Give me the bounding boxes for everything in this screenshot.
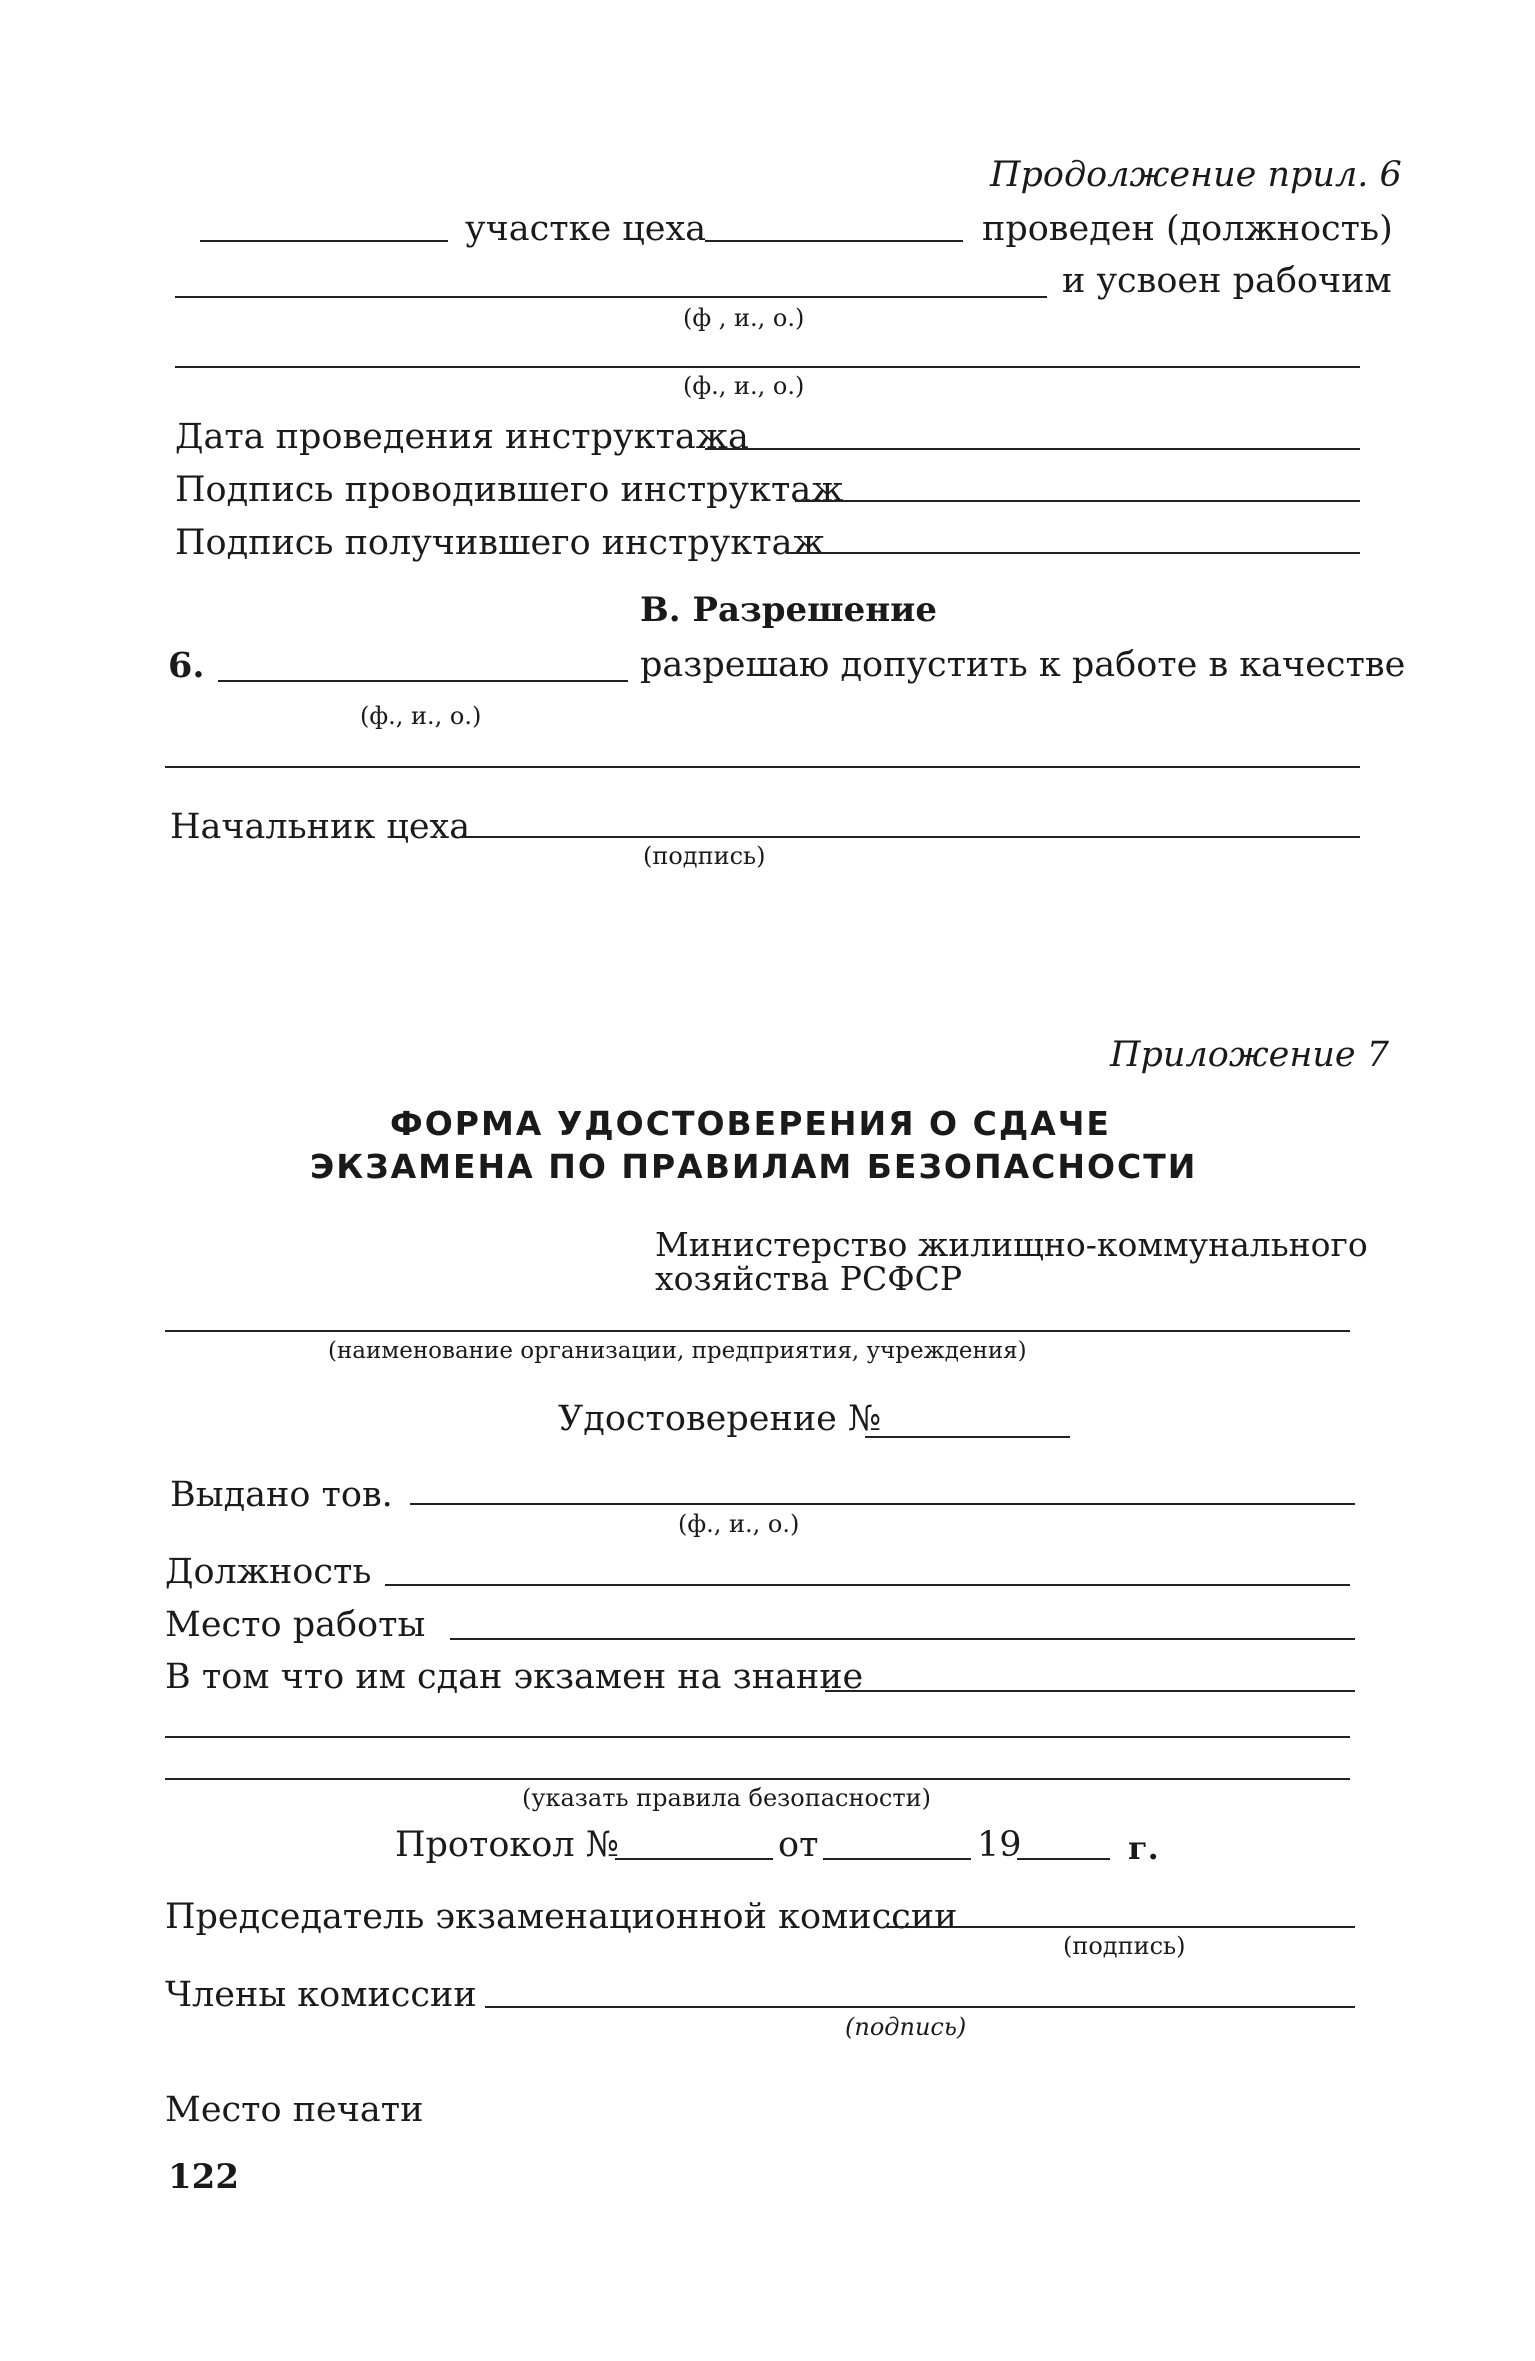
signature-caption: (подпись) — [643, 842, 766, 870]
issued-to-label: Выдано тов. — [170, 1475, 393, 1515]
briefing-receiver-signature-line[interactable] — [788, 552, 1360, 554]
fio-caption: (ф., и., о.) — [678, 1510, 800, 1538]
learned-by-worker-label: и усвоен рабочим — [1062, 261, 1392, 301]
shop-chief-label: Начальник цеха — [170, 807, 471, 847]
workshop-section-label: участке цеха — [465, 209, 707, 249]
organization-name-line[interactable] — [165, 1330, 1350, 1332]
protocol-year-suffix: г. — [1128, 1829, 1159, 1867]
conducted-position-label: проведен (должность) — [982, 209, 1393, 249]
position-line[interactable] — [385, 1584, 1350, 1586]
seal-place-label: Место печати — [165, 2090, 424, 2130]
blank-line[interactable] — [218, 680, 628, 682]
form-title-line-1: ФОРМА УДОСТОВЕРЕНИЯ О СДАЧЕ — [390, 1104, 1111, 1143]
issued-to-line[interactable] — [410, 1503, 1355, 1505]
briefing-giver-signature-line[interactable] — [795, 500, 1360, 502]
page-number: 122 — [168, 2157, 239, 2197]
briefing-date-label: Дата проведения инструктажа — [175, 417, 749, 457]
workplace-label: Место работы — [165, 1605, 426, 1645]
exam-subject-line[interactable] — [165, 1778, 1350, 1780]
protocol-label: Протокол № — [395, 1825, 619, 1865]
item-number: 6. — [168, 645, 205, 686]
members-signature-line[interactable] — [485, 2006, 1355, 2008]
protocol-year-prefix: 19 — [977, 1825, 1022, 1865]
permit-text: разрешаю допустить к работе в качестве — [640, 645, 1406, 685]
briefing-giver-signature-label: Подпись проводившего инструктаж — [175, 470, 844, 510]
continuation-label: Продолжение прил. 6 — [990, 155, 1402, 195]
protocol-year-line[interactable] — [1017, 1858, 1110, 1860]
exam-passed-label: В том что им сдан экзамен на знание — [165, 1657, 864, 1697]
certificate-number-label: Удостоверение № — [558, 1399, 882, 1439]
commission-chairman-label: Председатель экзаменационной комиссии — [165, 1897, 958, 1937]
blank-line[interactable] — [200, 240, 448, 242]
organization-caption: (наименование организации, предприятия, учреждения) — [328, 1338, 1027, 1364]
protocol-number-line[interactable] — [615, 1858, 773, 1860]
section-title: В. Разрешение — [640, 590, 938, 630]
protocol-from-label: от — [778, 1825, 819, 1865]
ministry-line-1: Министерство жилищно-коммунального — [655, 1225, 1368, 1264]
protocol-date-line[interactable] — [823, 1858, 971, 1860]
shop-chief-signature-line[interactable] — [460, 836, 1360, 838]
workplace-line[interactable] — [450, 1638, 1355, 1640]
fio-caption: (ф., и., о.) — [360, 702, 482, 730]
fio-caption: (ф., и., о.) — [683, 372, 805, 400]
blank-line[interactable] — [165, 766, 1360, 768]
commission-members-label: Члены комиссии — [165, 1975, 477, 2015]
signature-caption: (подпись) — [845, 2013, 967, 2041]
fio-caption: (ф , и., о.) — [683, 304, 805, 332]
position-label: Должность — [165, 1552, 372, 1592]
blank-line[interactable] — [705, 240, 963, 242]
certificate-number-line[interactable] — [865, 1436, 1070, 1438]
chairman-signature-line[interactable] — [887, 1926, 1355, 1928]
exam-subject-line[interactable] — [825, 1690, 1355, 1692]
form-title-line-2: ЭКЗАМЕНА ПО ПРАВИЛАМ БЕЗОПАСНОСТИ — [310, 1147, 1198, 1186]
rules-caption: (указать правила безопасности) — [522, 1784, 931, 1812]
ministry-line-2: хозяйства РСФСР — [655, 1259, 963, 1298]
exam-subject-line[interactable] — [165, 1736, 1350, 1738]
blank-line[interactable] — [175, 296, 1047, 298]
signature-caption: (подпись) — [1063, 1932, 1186, 1960]
briefing-receiver-signature-label: Подпись получившего инструктаж — [175, 523, 825, 563]
appendix-label: Приложение 7 — [1110, 1035, 1390, 1075]
briefing-date-line[interactable] — [705, 448, 1360, 450]
blank-line[interactable] — [175, 366, 1360, 368]
